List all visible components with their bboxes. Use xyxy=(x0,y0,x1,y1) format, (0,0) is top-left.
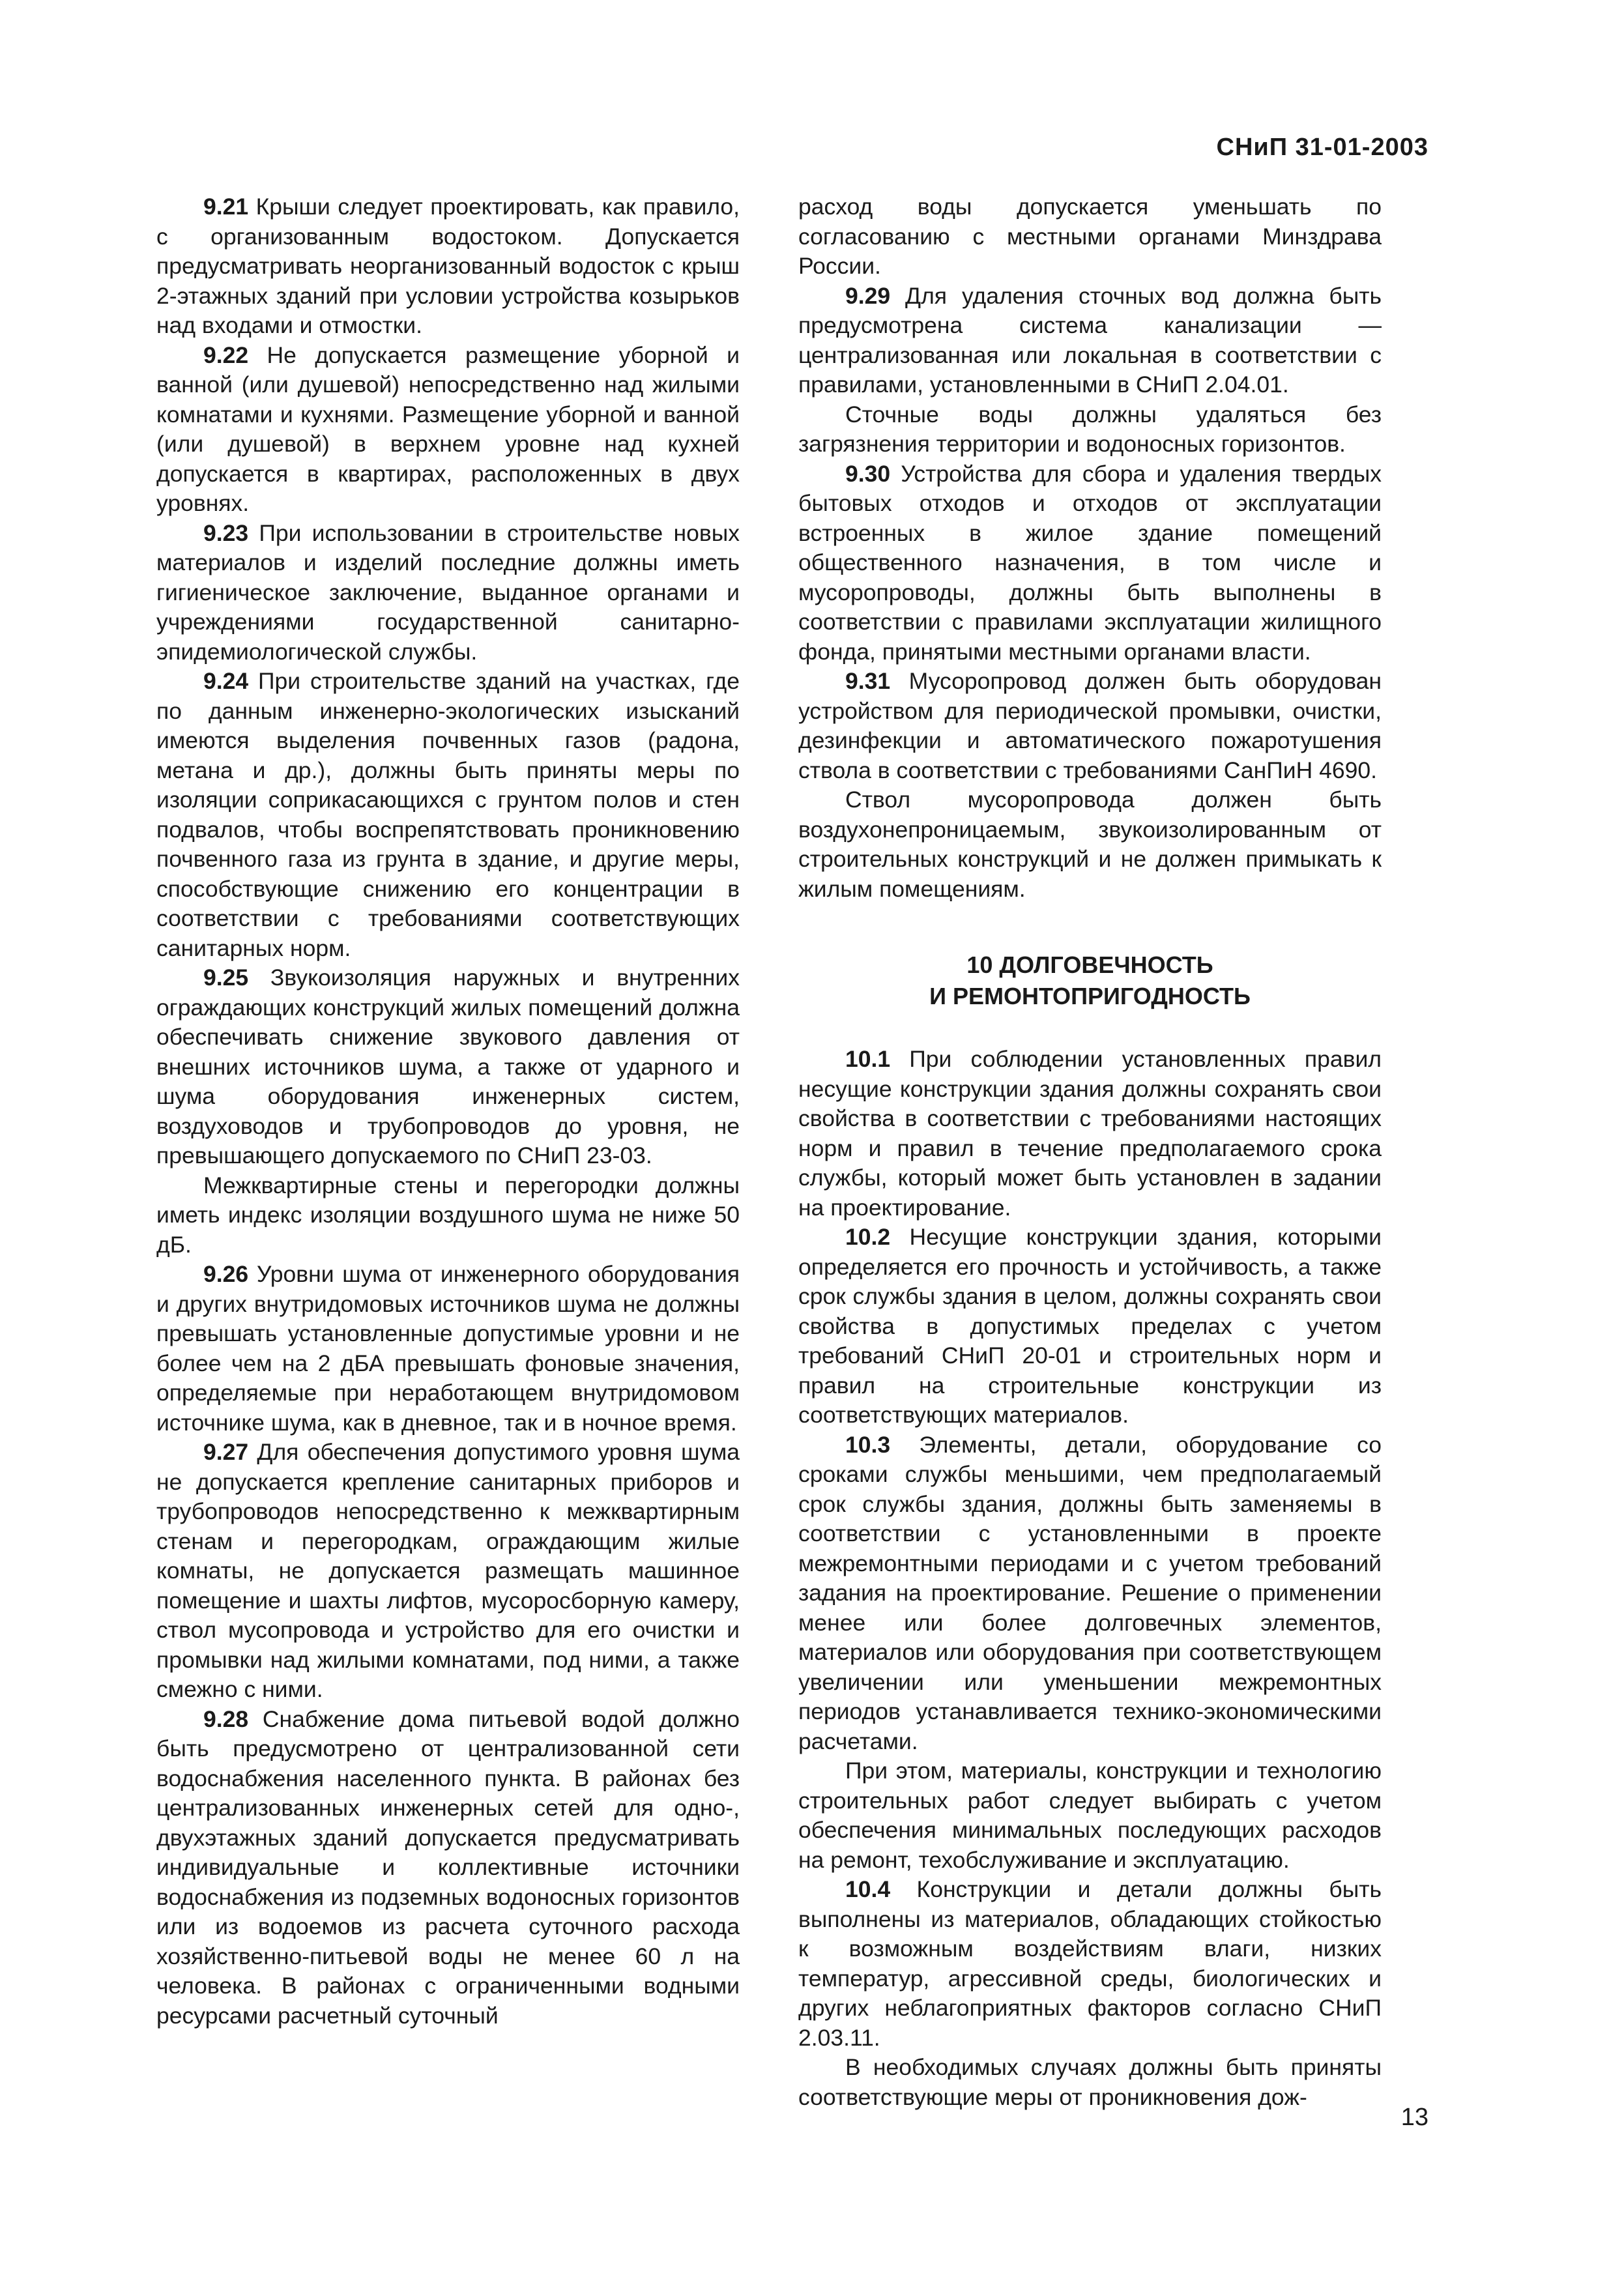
paragraph xyxy=(156,192,740,341)
paragraph xyxy=(798,2053,1382,2112)
paragraph xyxy=(156,1438,740,1705)
clause-number: 10.1 xyxy=(845,1046,891,1072)
paragraph-text: Устройства для сбора и удаления твердых бытовых отходов и отходов от эксплуатации встроенных в жилое здание помещений общественного назначения, в том числе и мусоропроводы, должны быть выполнены в соответствии с правилами эксплуатации жилищного фонда, принятыми местными органами власти. xyxy=(798,460,1382,665)
paragraph xyxy=(798,1045,1382,1223)
paragraph-text: Для удаления сточных вод должна быть предусмотрена система канализации — централизованная или локальная в соответствии с правилами, установленными в СНиП 2.04.01. xyxy=(798,282,1382,398)
paragraph-text: При строительстве зданий на участках, где по данным инженерно-экологических изысканий имеются выделения почвенных газов (радона, метана и др.), должны быть приняты меры по изоляции соприкасающихся с грунтом полов и стен подвалов, чтобы воспрепятствовать проникновению почвенного газа из грунта в здание, и другие меры, способствующие снижению его концентрации в соответствии с требованиями соответствующих санитарных норм. xyxy=(156,668,740,961)
paragraph xyxy=(798,1223,1382,1430)
paragraph-text: Уровни шума от инженерного оборудования и других внутридомовых источников шума не должны превышать установленные допустимые уровни и не более чем на 2 дБА превышать фоновые значения, определяемые при неработающем внутридомовом источнике шума, как в дневное, так и в ночное время. xyxy=(156,1261,740,1436)
paragraph-text: Снабжение дома питьевой водой должно быть предусмотрено от централизованной сети водоснабжения населенного пункта. В районах без централизованных инженерных сетей для одно-, двухэтажных зданий допускается предусматривать индивидуальные и коллективные источники водоснабжения из подземных водоносных горизонтов или из водоемов из расчета суточного расхода хозяйственно-питьевой воды не менее 60 л на человека. В районах с ограниченными водными ресурсами расчетный суточный xyxy=(156,1705,740,2029)
paragraph xyxy=(156,1705,740,2031)
paragraph-text: При использовании в строительстве новых материалов и изделий последние должны иметь гигиеническое заключение, выданное органами и учреждениями государственной санитарно-эпидемиологической службы. xyxy=(156,519,740,665)
paragraph xyxy=(798,282,1382,400)
paragraph xyxy=(156,341,740,519)
clause-number: 9.28 xyxy=(203,1705,249,1732)
paragraph-text: Для обеспечения допустимого уровня шума не допускается крепление санитарных приборов и трубопроводов непосредственно к межквартирным стенам и перегородкам, ограждающим жилые комнаты, не допускается размещать машинное помещение и шахты лифтов, мусоросборную камеру, ствол мусопровода и устройство для его очистки и промывки над жилыми комнатами, под ними, а также смежно с ними. xyxy=(156,1439,740,1702)
paragraph-text: Ствол мусоропровода должен быть воздухонепроницаемым, звукоизолированным от строительных конструкций и не должен примыкать к жилым помещениям. xyxy=(798,787,1382,902)
clause-number: 9.24 xyxy=(203,668,249,694)
paragraph-text: Элементы, детали, оборудование со сроками службы меньшими, чем предполагаемый срок службы здания, должны быть заменяемы в соответствии с установленными в проекте межремонтными периодами и с учетом требований задания на проектирование. Решение о применении менее или более долговечных элементов, материалов или оборудования при соответствующем увеличении или уменьшении межремонтных периодов устанавливается технико-экономическими расчетами. xyxy=(798,1431,1382,1754)
clause-number: 10.3 xyxy=(845,1431,891,1458)
document-code-header: СНиП 31-01-2003 xyxy=(1216,134,1428,161)
paragraph-text: Звукоизоляция наружных и внутренних ограждающих конструкций жилых помещений должна обеспечивать снижение звукового давления от внешних источников шума, а также от ударного и шума оборудования инженерных систем, воздуховодов и трубопроводов до уровня, не превышающего допускаемого по СНиП 23-03. xyxy=(156,964,740,1168)
paragraph xyxy=(798,667,1382,785)
clause-number: 10.2 xyxy=(845,1224,891,1250)
clause-number: 9.22 xyxy=(203,341,249,368)
paragraph xyxy=(798,192,1382,282)
clause-number: 9.26 xyxy=(203,1261,249,1287)
paragraph xyxy=(156,667,740,963)
paragraph xyxy=(156,1171,740,1260)
paragraph-text: Мусоропровод должен быть оборудован устройством для периодической промывки, очистки, дезинфекции и автоматического пожаротушения ствола в соответствии с требованиями СанПиН 4690. xyxy=(798,668,1382,783)
paragraph xyxy=(798,459,1382,667)
paragraph-text: Сточные воды должны удаляться без загрязнения территории и водоносных горизонтов. xyxy=(798,401,1382,457)
clause-number: 9.21 xyxy=(203,194,249,220)
section-heading-line-2: И РЕМОНТОПРИГОДНОСТЬ xyxy=(929,983,1251,1009)
paragraph xyxy=(156,519,740,667)
paragraph xyxy=(798,1756,1382,1875)
paragraph xyxy=(798,1875,1382,2053)
section-heading-line-1: 10 ДОЛГОВЕЧНОСТЬ xyxy=(966,951,1213,978)
paragraph-text: Конструкции и детали должны быть выполнены из материалов, обладающих стойкостью к возможным воздействиям влаги, низких температур, агрессивной среды, биологических и других неблагоприятных факторов согласно СНиП 2.03.11. xyxy=(798,1876,1382,2051)
page-number: 13 xyxy=(1400,2104,1428,2131)
section-heading xyxy=(798,949,1382,1012)
paragraph xyxy=(798,785,1382,904)
clause-number: 9.30 xyxy=(845,460,891,487)
clause-number: 9.29 xyxy=(845,282,891,309)
paragraph-text: Крыши следует проектировать, как правило, с организованным водостоком. Допускается предусматривать неорганизованный водосток с крыш 2-этажных зданий при условии устройства козырьков над входами и отмостки. xyxy=(156,194,740,338)
paragraph-text: расход воды допускается уменьшать по согласованию с местными органами Минздрава России. xyxy=(798,194,1382,279)
right-text-column xyxy=(798,192,1382,2112)
paragraph xyxy=(156,963,740,1171)
clause-number: 10.4 xyxy=(845,1876,891,1902)
left-text-column xyxy=(156,192,740,2031)
paragraph-text: При этом, материалы, конструкции и технологию строительных работ следует выбирать с учетом обеспечения минимальных последующих расходов на ремонт, техобслуживание и эксплуатацию. xyxy=(798,1758,1382,1873)
clause-number: 9.23 xyxy=(203,519,249,546)
paragraph xyxy=(156,1260,740,1438)
paragraph-text: При соблюдении установленных правил несущие конструкции здания должны сохранять свои свойства в соответствии с требованиями настоящих норм и правил в течение предполагаемого срока службы, который может быть установлен в задании на проектирование. xyxy=(798,1046,1382,1221)
clause-number: 9.25 xyxy=(203,964,249,991)
paragraph-text: Несущие конструкции здания, которыми определяется его прочность и устойчивость, а также срок службы здания в целом, должны сохранять свои свойства в допустимых пределах с учетом требований СНиП 20-01 и строительных норм и правил на строительные конструкции из соответствующих материалов. xyxy=(798,1224,1382,1428)
clause-number: 9.27 xyxy=(203,1439,249,1465)
paragraph-text: Межквартирные стены и перегородки должны иметь индекс изоляции воздушного шума не ниже 50 дБ. xyxy=(156,1172,740,1258)
paragraph-text: Не допускается размещение уборной и ванной (или душевой) непосредственно над жилыми комнатами и кухнями. Размещение уборной и ванной (или душевой) в верхнем уровне над кухней допускается в квартирах, расположенных в двух уровнях. xyxy=(156,341,740,516)
paragraph xyxy=(798,400,1382,459)
paragraph xyxy=(798,1430,1382,1757)
clause-number: 9.31 xyxy=(845,668,891,694)
paragraph-text: В необходимых случаях должны быть приняты соответствующие меры от проникновения дож- xyxy=(798,2054,1382,2110)
